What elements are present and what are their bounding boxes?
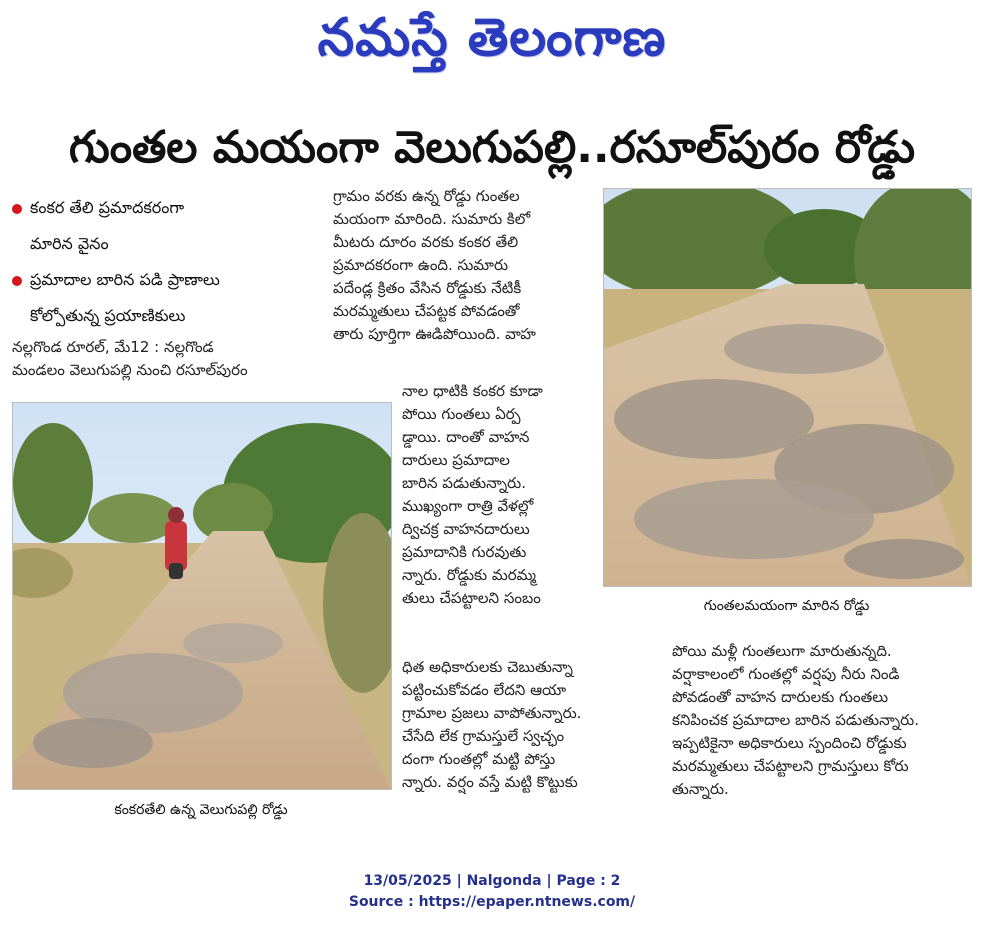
bullet-dot-icon bbox=[12, 204, 22, 214]
text-line: ముఖ్యంగా రాత్రి వేళల్లో bbox=[402, 497, 534, 515]
text-line: ప్రమాదానికి గురవుతు bbox=[402, 543, 527, 561]
newspaper-masthead: నమస్తే తెలంగాణ bbox=[317, 7, 667, 68]
photo-road-with-motorbike bbox=[12, 402, 392, 790]
text-line: డ్డాయి. దాంతో వాహన bbox=[402, 428, 530, 446]
article-column-middle-top bbox=[333, 185, 595, 346]
damaged-road-illustration bbox=[604, 189, 971, 586]
bullet-item-continued: కోల్పోతున్న ప్రయాణికులు bbox=[30, 306, 186, 325]
text-line: దంగా గుంతల్లో మట్టి పోస్తు bbox=[402, 750, 556, 768]
edition-info: 13/05/2025 | Nalgonda | Page : 2 bbox=[363, 873, 621, 889]
photo-caption-right: గుంతలమయంగా మారిన రోడ్డు bbox=[703, 598, 870, 614]
text-line: ప్రమాదకరంగా ఉంది. సుమారు bbox=[333, 256, 509, 274]
text-line: మరమ్మతులు చేపట్టాలని గ్రామస్తులు కోరు bbox=[672, 757, 909, 775]
text-line: మీటరు దూరం వరకు కంకర తేలి bbox=[333, 233, 519, 251]
text-line: దారులు ప్రమాదాల bbox=[402, 451, 510, 469]
source-link[interactable]: Source : https://epaper.ntnews.com/ bbox=[348, 894, 636, 910]
text-line: న్నారు. వర్షం వస్తే మట్టి కొట్టుకు bbox=[402, 773, 578, 791]
text-line: ద్విచక్ర వాహనదారులు bbox=[402, 520, 530, 538]
bullet-text: కంకర తేలి ప్రమాదకరంగా bbox=[30, 198, 185, 217]
text-line: తులు చేపట్టాలని సంబం bbox=[402, 589, 541, 607]
article-column-middle-tail bbox=[402, 656, 658, 794]
article-column-right bbox=[672, 640, 972, 801]
text-line: పోయి మళ్లీ గుంతలుగా మారుతున్నది. bbox=[672, 642, 892, 660]
highlight-bullets bbox=[12, 190, 312, 334]
text-line: పట్టించుకోవడం లేదని ఆయా bbox=[402, 681, 567, 699]
bullet-text: ప్రమాదాల బారిన పడి ప్రాణాలు bbox=[30, 270, 220, 289]
text-line: మండలం వెలుగుపల్లి నుంచి రసూల్‌పురం bbox=[12, 361, 248, 379]
photo-damaged-road bbox=[603, 188, 972, 587]
bullet-item bbox=[12, 190, 312, 226]
text-line: కనిపించక ప్రమాదాల బారిన పడుతున్నారు. bbox=[672, 711, 919, 729]
text-line: బారిన పడుతున్నారు. bbox=[402, 474, 527, 492]
bullet-dot-icon bbox=[12, 276, 22, 286]
photo-caption-left: కంకరతేలి ఉన్న వెలుగుపల్లి రోడ్డు bbox=[114, 802, 288, 818]
bullet-item-continued: మారిన వైనం bbox=[30, 234, 109, 253]
text-line: ధిత అధికారులకు చెబుతున్నా bbox=[402, 658, 573, 676]
text-line: మయంగా మారింది. సుమారు కిలో bbox=[333, 210, 531, 228]
road-photo-illustration bbox=[13, 403, 391, 789]
text-line: ఇప్పటికైనా అధికారులు స్పందించి రోడ్డుకు bbox=[672, 734, 907, 752]
text-line: పోవడంతో వాహన దారులకు గుంతలు bbox=[672, 688, 889, 706]
text-line: గ్రామం వరకు ఉన్న రోడ్డు గుంతల bbox=[333, 187, 520, 205]
article-headline: గుంతల మయంగా వెలుగుపల్లి..రసూల్‌పురం రోడ్డు bbox=[68, 122, 916, 173]
text-line: నల్లగొండ రూరల్, మే12 : నల్లగొండ bbox=[12, 338, 214, 356]
bullet-item bbox=[12, 262, 312, 298]
text-line: పోయి గుంతలు ఏర్ప bbox=[402, 405, 521, 423]
text-line: గ్రామాల ప్రజలు వాపోతున్నారు. bbox=[402, 704, 582, 722]
text-line: తారు పూర్తిగా ఊడిపోయింది. వాహ bbox=[333, 325, 536, 343]
text-line: న్నారు. రోడ్డుకు మరమ్మ bbox=[402, 566, 537, 584]
dateline-paragraph bbox=[12, 336, 322, 382]
text-line: పదేండ్ల క్రితం వేసిన రోడ్డుకు నేటికీ bbox=[333, 279, 522, 297]
text-line: వర్షాకాలంలో గుంతల్లో వర్షపు నీరు నిండి bbox=[672, 665, 900, 683]
text-line: నాల ధాటికి కంకర కూడా bbox=[402, 382, 543, 400]
text-line: చేసేది లేక గ్రామస్తులే స్వచ్ఛం bbox=[402, 727, 565, 745]
text-line: తున్నారు. bbox=[672, 780, 729, 798]
text-line: మరమ్మతులు చేపట్టక పోవడంతో bbox=[333, 302, 520, 320]
